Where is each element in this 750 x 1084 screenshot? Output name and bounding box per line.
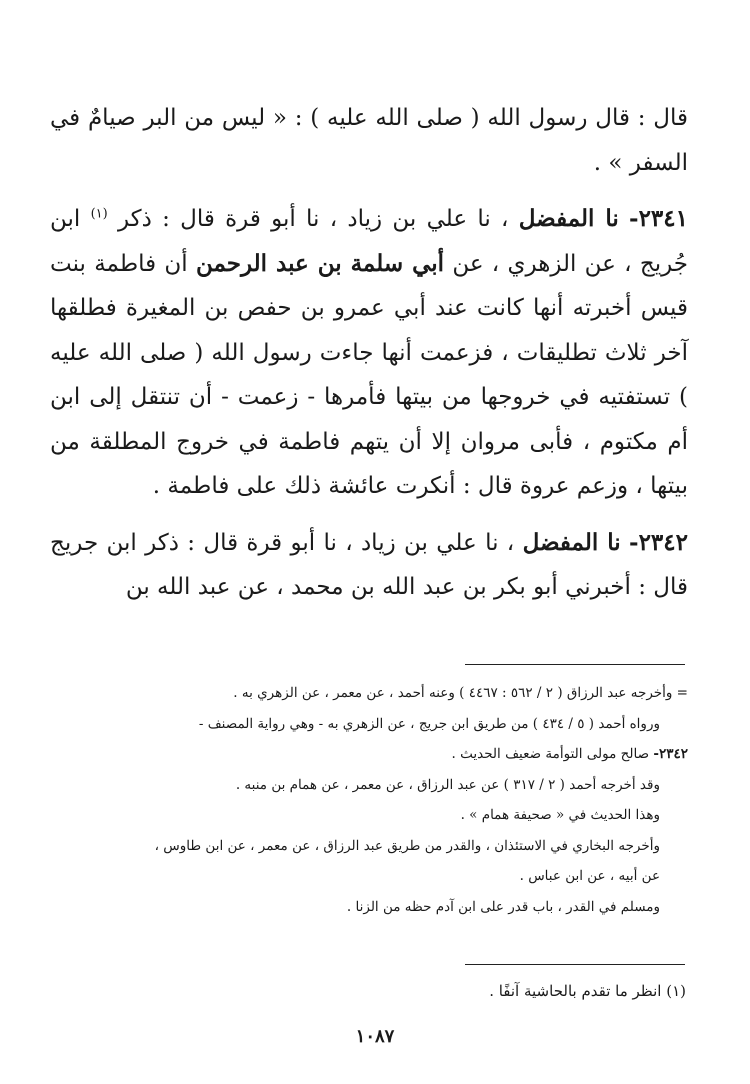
note-line: وقد أخرجه أحمد ( ٢ / ٣١٧ ) عن عبد الرزاق ، عن معمر ، عن همام بن منبه . <box>235 776 660 793</box>
hadith-body: أن فاطمة بنت قيس أخبرته أنها كانت عند أبي عمرو بن حفص بن المغيرة فطلقها آخر ثلاث تطليقات ، فزعمت أنها جاءت رسول الله ( صلى الله عليه ) تستفتيه في خروجها من بيتها فأمرها - زعمت - أن تنتقل إلى ابن أم مكتوم ، فأبى مروان إلا أن يتهم فاطمة في خروج المطلقة من بيتها ، وزعم عروة قال : أنكرت عائشة ذلك على فاطمة . <box>50 250 688 499</box>
note-line: عن أبيه ، عن ابن عباس . <box>519 868 660 884</box>
hadith-chain-2: ابن جُريج ، عن الزهري ، عن <box>50 206 689 277</box>
hadith-body: ، نا علي بن زياد ، نا أبو قرة قال : ذكر ابن جريج قال : أخبرني أبو بكر بن عبد الله بن محمد ، عن عبد الله بن <box>50 529 688 600</box>
hadith-number: ٢٣٤١- <box>629 205 688 232</box>
hadith-number: ٢٣٤٢- <box>629 528 688 556</box>
p1-line1: قال : قال رسول الله ( صلى الله عليه ) : « ليس من البر صيامٌ في <box>50 105 688 131</box>
note-line: = وأخرجه عبد الرزاق ( ٢ / ٥٦٢ : ٤٤٦٧ ) وعنه أحمد ، عن معمر ، عن الزهري به . <box>233 685 688 701</box>
hadith-narrator: نا المفضل <box>522 528 621 556</box>
commentary-notes <box>50 678 688 922</box>
footnote-ref: (١) <box>90 206 108 222</box>
footnote: (١) انظر ما تقدم بالحاشية آنفًا . <box>489 982 686 1000</box>
note-text: صالح مولى التوأمة ضعيف الحديث . <box>451 746 650 762</box>
note-number: ٢٣٤٢- <box>653 746 688 762</box>
notes-divider <box>465 664 685 665</box>
hadith-chain: ، نا علي بن زياد ، نا أبو قرة قال : ذكر <box>117 206 509 232</box>
hadith-2342 <box>50 521 688 610</box>
paragraph-continuation <box>50 96 688 185</box>
p1-line2: السفر » . <box>593 149 688 176</box>
hadith-narrator: نا المفضل <box>518 205 619 232</box>
note-line: ومسلم في القدر ، باب قدر على ابن آدم حظه من الزنا . <box>346 898 660 915</box>
note-line: وهذا الحديث في « صحيفة همام » . <box>460 807 660 823</box>
note-line-numbered <box>50 739 688 770</box>
page-number: ١٠٨٧ <box>355 1026 395 1047</box>
note-line: ورواه أحمد ( ٥ / ٤٣٤ ) من طريق ابن جريج ، عن الزهري به - وهي رواية المصنف - <box>198 715 660 732</box>
note-line: وأخرجه البخاري في الاستئذان ، والقدر من طريق عبد الرزاق ، عن معمر ، عن ابن طاوس ، <box>154 837 660 854</box>
hadith-narrator-2: أبي سلمة بن عبد الرحمن <box>195 249 445 277</box>
footnote-divider <box>465 964 685 965</box>
main-text <box>50 96 688 610</box>
hadith-2341 <box>50 197 688 509</box>
